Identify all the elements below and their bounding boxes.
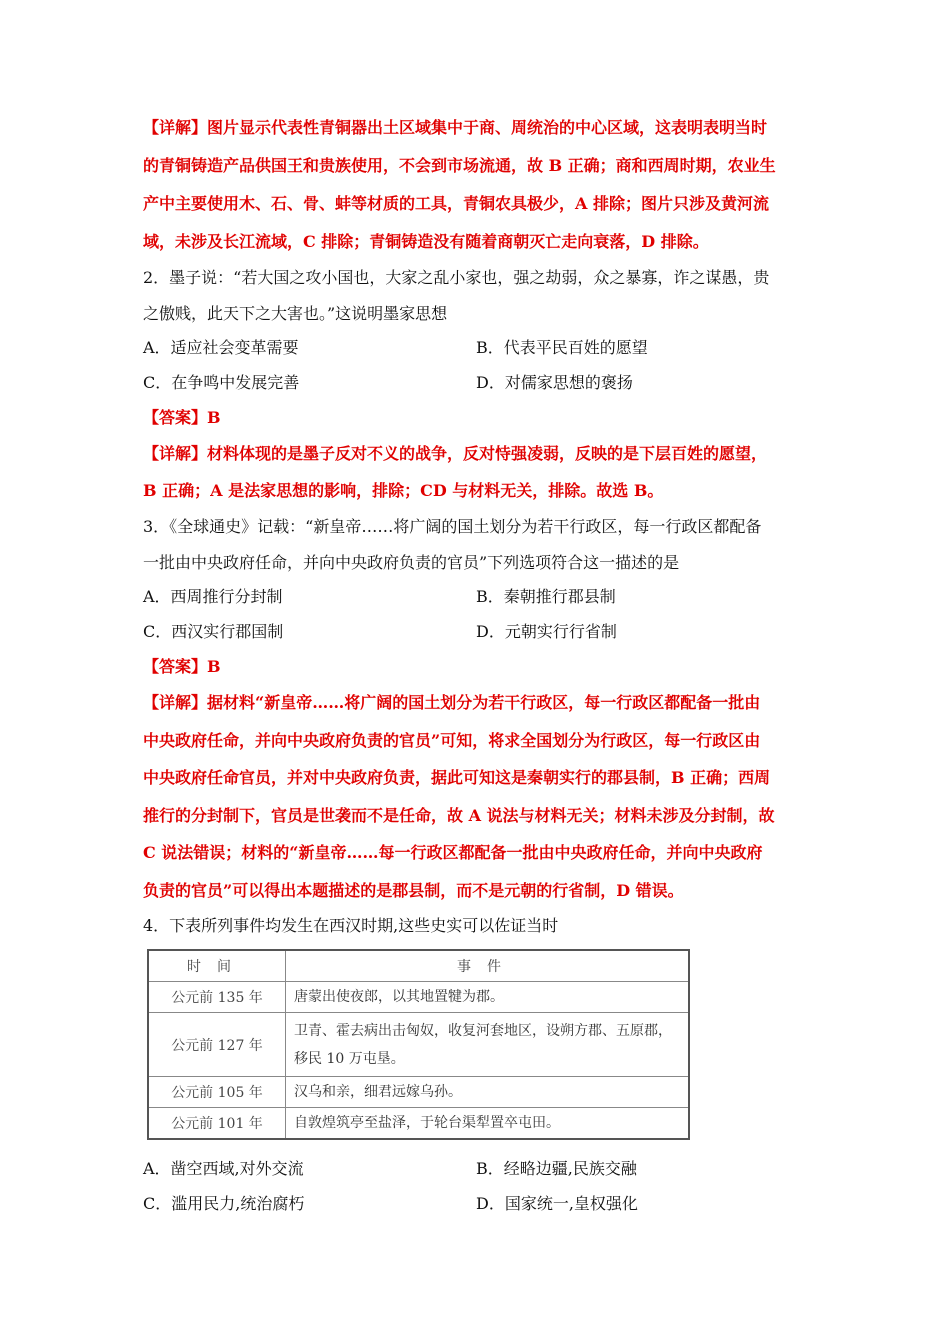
q3-option-a: A．西周推行分封制 (143, 587, 283, 606)
q2-detail-line-2: B 正确；A 是法家思想的影响，排除；CD 与材料无关，排除。故选 B。 (143, 481, 664, 500)
q1-detail-line-3: 产中主要使用木、石、骨、蚌等材质的工具，青铜农具极少，A 排除；图片只涉及黄河流 (143, 194, 769, 213)
q2-stem-line-2: 之傲贱，此天下之大害也。”这说明墨家思想 (143, 304, 448, 323)
q2-option-a: A．适应社会变革需要 (143, 338, 299, 357)
table-header-row (148, 950, 689, 982)
q3-detail-line-2: 中央政府任命，并向中央政府负责的官员”可知，将求全国划分为行政区，每一行政区由 (143, 731, 761, 750)
row-event: 卫青、霍去病出击匈奴，收复河套地区，设朔方郡、五原郡，移民 10 万屯垦。 (286, 1013, 690, 1077)
q2-option-d: D．对儒家思想的褒扬 (476, 373, 633, 392)
table-row (148, 1108, 689, 1139)
q2-stem-line-1: 2．墨子说：“若大国之攻小国也，大家之乱小家也，强之劫弱，众之暴寡，诈之谋愚，贵 (143, 268, 770, 287)
q1-detail-line-1: 【详解】图片显示代表性青铜器出土区域集中于商、周统治的中心区域，这表明表明当时 (143, 118, 768, 137)
table-row (148, 982, 689, 1013)
q1-detail-line-4: 域，未涉及长江流域，C 排除；青铜铸造没有随着商朝灭亡走向衰落，D 排除。 (143, 232, 709, 251)
q2-option-c: C．在争鸣中发展完善 (143, 373, 300, 392)
q3-option-b: B．秦朝推行郡县制 (476, 587, 616, 606)
q1-detail-line-2: 的青铜铸造产品供国王和贵族使用，不会到市场流通，故 B 正确；商和西周时期，农业生 (143, 156, 776, 175)
q4-option-d: D．国家统一,皇权强化 (476, 1194, 638, 1213)
table-row (148, 1077, 689, 1108)
row-time: 公元前 101 年 (148, 1108, 286, 1139)
q2-option-b: B．代表平民百姓的愿望 (476, 338, 648, 357)
q2-answer: 【答案】B (143, 408, 221, 427)
q4-option-b: B．经略边疆,民族交融 (476, 1159, 637, 1178)
row-time: 公元前 127 年 (148, 1013, 286, 1077)
q4-option-a: A．凿空西域,对外交流 (143, 1159, 304, 1178)
q3-detail-line-4: 推行的分封制下，官员是世袭而不是任命，故 A 说法与材料无关；材料未涉及分封制，故 (143, 806, 775, 825)
q3-detail-line-5: C 说法错误；材料的“新皇帝……每一行政区都配备一批由中央政府任命，并向中央政府 (143, 843, 763, 862)
row-event: 自敦煌筑亭至盐泽，于轮台渠犁置卒屯田。 (286, 1108, 690, 1139)
header-event: 事件 (286, 950, 690, 982)
q3-option-d: D．元朝实行行省制 (476, 622, 617, 641)
row-time: 公元前 135 年 (148, 982, 286, 1013)
q3-detail-line-1: 【详解】据材料“新皇帝……将广阔的国土划分为若干行政区，每一行政区都配备一批由 (143, 693, 761, 712)
q3-detail-line-3: 中央政府任命官员，并对中央政府负责，据此可知这是秦朝实行的郡县制，B 正确；西周 (143, 768, 771, 787)
header-time: 时间 (148, 950, 286, 982)
row-time: 公元前 105 年 (148, 1077, 286, 1108)
q3-stem-line-2: 一批由中央政府任命，并向中央政府负责的官员”下列选项符合这一描述的是 (143, 553, 680, 572)
table-row (148, 1013, 689, 1077)
q4-option-c: C．滥用民力,统治腐朽 (143, 1194, 305, 1213)
row-event: 汉乌和亲，细君远嫁乌孙。 (286, 1077, 690, 1108)
q2-detail-line-1: 【详解】材料体现的是墨子反对不义的战争，反对恃强凌弱，反映的是下层百姓的愿望， (143, 444, 768, 463)
q3-option-c: C．西汉实行郡国制 (143, 622, 284, 641)
q4-stem: 4．下表所列事件均发生在西汉时期,这些史实可以佐证当时 (143, 916, 559, 935)
row-event: 唐蒙出使夜郎，以其地置犍为郡。 (286, 982, 690, 1013)
q3-answer: 【答案】B (143, 657, 221, 676)
q3-detail-line-6: 负责的官员”可以得出本题描述的是郡县制，而不是元朝的行省制，D 错误。 (143, 881, 684, 900)
q3-stem-line-1: 3．《全球通史》记载：“新皇帝……将广阔的国土划分为若干行政区，每一行政区都配备 (143, 517, 762, 536)
events-table (147, 949, 690, 1140)
